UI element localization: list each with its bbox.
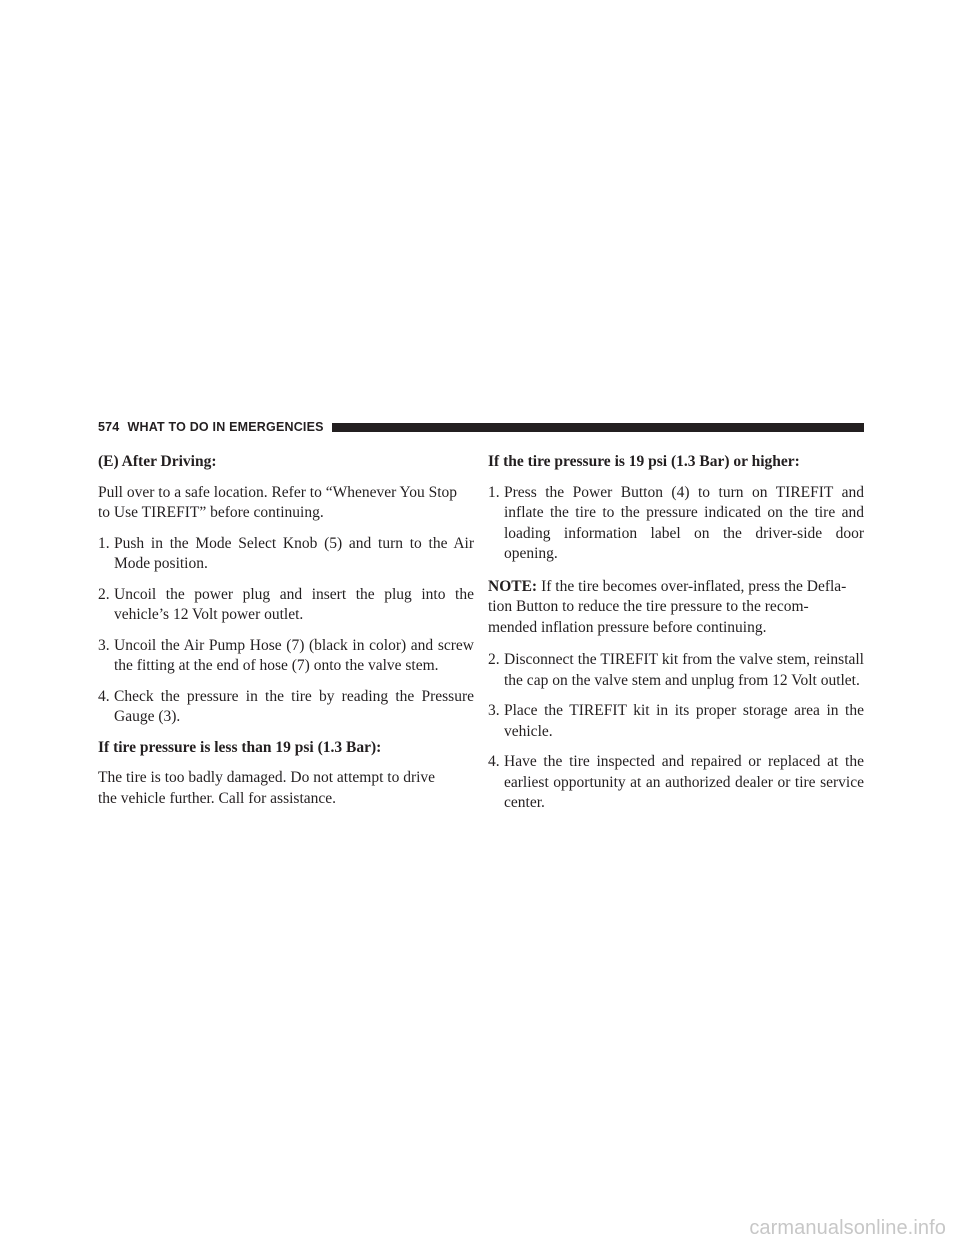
note-line: mended inflation pressure before continuing.: [488, 618, 767, 636]
step-text: Check the pressure in the tire by reading the Pressure Gauge (3).: [114, 687, 474, 725]
step-item: [488, 701, 864, 742]
step-text: Push in the Mode Select Knob (5) and turn to the Air Mode position.: [114, 534, 474, 572]
step-item: [488, 752, 864, 814]
after-driving-heading: (E) After Driving:: [98, 453, 217, 470]
note-label: NOTE:: [488, 577, 538, 595]
step-number: 3.: [98, 636, 110, 654]
intro-line: Pull over to a safe location. Refer to “Whenever You Stop: [98, 483, 457, 501]
step-item: [488, 650, 864, 691]
left-column: [98, 452, 474, 809]
closing-line: the vehicle further. Call for assistance.: [98, 789, 337, 807]
closing-line: The tire is too badly damaged. Do not attempt to drive: [98, 769, 436, 786]
step-text: Uncoil the Air Pump Hose (7) (black in color) and screw the fitting at the end of hose (7) onto the valve stem.: [114, 636, 474, 674]
step-text: Have the tire inspected and repaired or replaced at the earliest opportunity at an authorized dealer or tire service center.: [504, 753, 864, 811]
step-item: [488, 483, 864, 565]
note-line: If the tire becomes over-inflated, press the Defla-: [541, 577, 847, 595]
step-number: 1.: [98, 534, 110, 552]
step-number: 2.: [98, 585, 110, 603]
right-column: [488, 452, 864, 814]
low-pressure-subheading: If tire pressure is less than 19 psi (1.3 Bar):: [98, 738, 382, 756]
note-paragraph: [488, 577, 864, 639]
step-item: [98, 585, 474, 626]
step-number: 3.: [488, 702, 500, 719]
step-item: [98, 687, 474, 728]
step-text: Disconnect the TIREFIT kit from the valve stem, reinstall the cap on the valve stem and unplug from 12 Volt outlet.: [504, 651, 864, 689]
step-number: 4.: [488, 753, 500, 770]
page-number: 574: [98, 420, 120, 434]
step-item: [98, 636, 474, 677]
note-line: tion Button to reduce the tire pressure to the recom-: [488, 598, 809, 615]
intro-line: to Use TIREFIT” before continuing.: [98, 504, 324, 521]
section-title: WHAT TO DO IN EMERGENCIES: [127, 420, 324, 434]
step-item: [98, 534, 474, 575]
step-number: 4.: [98, 687, 110, 705]
high-pressure-heading: If the tire pressure is 19 psi (1.3 Bar) or higher:: [488, 453, 800, 470]
step-number: 1.: [488, 483, 500, 501]
closing-paragraph: [98, 768, 474, 809]
page-header: [98, 418, 864, 436]
step-text: Place the TIREFIT kit in its proper storage area in the vehicle.: [504, 702, 864, 740]
watermark: carmanualsonline.info: [749, 1217, 946, 1239]
header-rule: [332, 423, 864, 432]
intro-paragraph: [98, 483, 474, 524]
step-text: Press the Power Button (4) to turn on TIREFIT and inflate the tire to the pressure indicated on the tire and loading information label on the driver-side door opening.: [504, 483, 864, 562]
step-text: Uncoil the power plug and insert the plug into the vehicle’s 12 Volt power outlet.: [114, 585, 474, 623]
step-number: 2.: [488, 651, 500, 668]
